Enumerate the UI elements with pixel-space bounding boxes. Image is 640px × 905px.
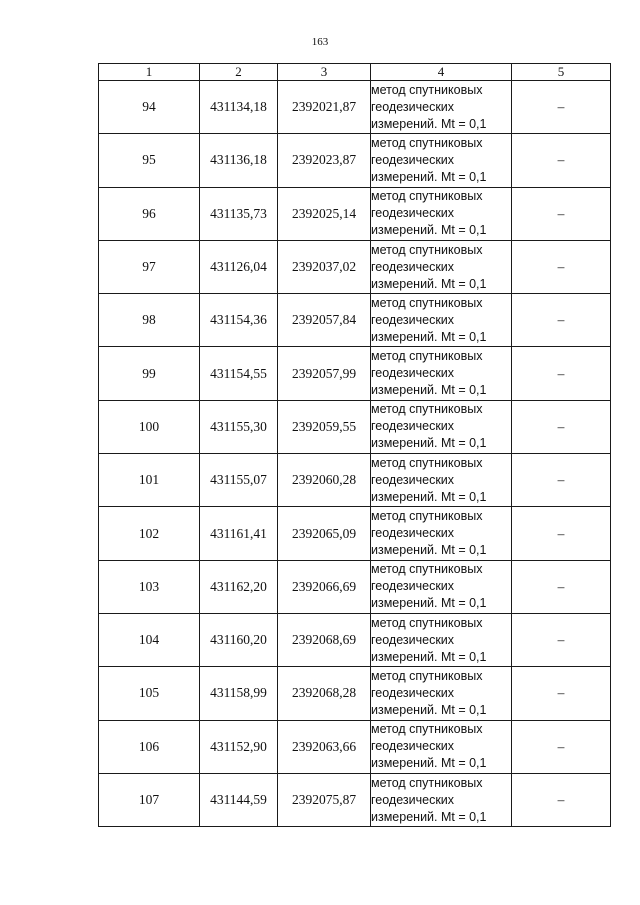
method-line: метод спутниковых	[371, 615, 483, 630]
column-header: 2	[200, 64, 278, 81]
method-cell	[371, 240, 512, 293]
note-cell: –	[512, 667, 611, 720]
method-line: измерений. Mt = 0,1	[371, 436, 487, 451]
point-number-cell: 98	[99, 294, 200, 347]
table-row	[99, 134, 611, 187]
method-line: измерений. Mt = 0,1	[371, 329, 487, 344]
table-body	[99, 81, 611, 827]
method-line: измерений. Mt = 0,1	[371, 649, 487, 664]
point-number-cell: 97	[99, 240, 200, 293]
method-line: геодезических	[371, 526, 455, 541]
method-cell	[371, 81, 512, 134]
y-coordinate-cell: 2392075,87	[278, 773, 371, 826]
x-coordinate-cell: 431134,18	[200, 81, 278, 134]
point-number-cell: 100	[99, 400, 200, 453]
point-number-cell: 102	[99, 507, 200, 560]
x-coordinate-cell: 431158,99	[200, 667, 278, 720]
method-line: измерений. Mt = 0,1	[371, 756, 487, 771]
point-number-cell: 96	[99, 187, 200, 240]
point-number-cell: 99	[99, 347, 200, 400]
point-number-cell: 104	[99, 613, 200, 666]
method-line: геодезических	[371, 366, 455, 381]
y-coordinate-cell: 2392063,66	[278, 720, 371, 773]
method-line: метод спутниковых	[371, 135, 483, 150]
method-cell	[371, 294, 512, 347]
header-row	[99, 64, 611, 81]
method-cell	[371, 134, 512, 187]
method-line: геодезических	[371, 206, 455, 221]
y-coordinate-cell: 2392021,87	[278, 81, 371, 134]
note-cell: –	[512, 454, 611, 507]
x-coordinate-cell: 431144,59	[200, 773, 278, 826]
method-line: метод спутниковых	[371, 455, 483, 470]
x-coordinate-cell: 431154,55	[200, 347, 278, 400]
method-cell	[371, 347, 512, 400]
method-line: метод спутниковых	[371, 189, 483, 204]
method-cell	[371, 667, 512, 720]
method-cell	[371, 720, 512, 773]
note-cell: –	[512, 81, 611, 134]
note-cell: –	[512, 347, 611, 400]
note-cell: –	[512, 613, 611, 666]
method-line: геодезических	[371, 792, 455, 807]
x-coordinate-cell: 431154,36	[200, 294, 278, 347]
method-line: измерений. Mt = 0,1	[371, 702, 487, 717]
method-line: геодезических	[371, 579, 455, 594]
method-line: метод спутниковых	[371, 722, 483, 737]
x-coordinate-cell: 431155,07	[200, 454, 278, 507]
method-cell	[371, 613, 512, 666]
method-line: метод спутниковых	[371, 509, 483, 524]
method-line: измерений. Mt = 0,1	[371, 116, 487, 131]
point-number-cell: 105	[99, 667, 200, 720]
x-coordinate-cell: 431161,41	[200, 507, 278, 560]
column-header: 1	[99, 64, 200, 81]
method-line: геодезических	[371, 99, 455, 114]
x-coordinate-cell: 431126,04	[200, 240, 278, 293]
y-coordinate-cell: 2392068,69	[278, 613, 371, 666]
note-cell: –	[512, 400, 611, 453]
y-coordinate-cell: 2392068,28	[278, 667, 371, 720]
method-line: метод спутниковых	[371, 775, 483, 790]
method-line: геодезических	[371, 152, 455, 167]
note-cell: –	[512, 134, 611, 187]
x-coordinate-cell: 431135,73	[200, 187, 278, 240]
method-cell	[371, 400, 512, 453]
coordinates-table	[98, 63, 611, 827]
method-cell	[371, 187, 512, 240]
note-cell: –	[512, 240, 611, 293]
method-line: метод спутниковых	[371, 402, 483, 417]
y-coordinate-cell: 2392023,87	[278, 134, 371, 187]
note-cell: –	[512, 187, 611, 240]
method-line: метод спутниковых	[371, 562, 483, 577]
table-row	[99, 560, 611, 613]
method-line: метод спутниковых	[371, 82, 483, 97]
method-line: геодезических	[371, 312, 455, 327]
table-row	[99, 613, 611, 666]
method-line: метод спутниковых	[371, 242, 483, 257]
method-line: измерений. Mt = 0,1	[371, 169, 487, 184]
point-number-cell: 106	[99, 720, 200, 773]
method-line: метод спутниковых	[371, 668, 483, 683]
y-coordinate-cell: 2392060,28	[278, 454, 371, 507]
x-coordinate-cell: 431155,30	[200, 400, 278, 453]
method-line: измерений. Mt = 0,1	[371, 223, 487, 238]
method-line: метод спутниковых	[371, 349, 483, 364]
method-line: измерений. Mt = 0,1	[371, 276, 487, 291]
table-row	[99, 187, 611, 240]
method-line: измерений. Mt = 0,1	[371, 383, 487, 398]
method-line: метод спутниковых	[371, 295, 483, 310]
point-number-cell: 95	[99, 134, 200, 187]
y-coordinate-cell: 2392025,14	[278, 187, 371, 240]
point-number-cell: 101	[99, 454, 200, 507]
method-line: геодезических	[371, 632, 455, 647]
method-cell	[371, 560, 512, 613]
note-cell: –	[512, 294, 611, 347]
table-row	[99, 720, 611, 773]
y-coordinate-cell: 2392065,09	[278, 507, 371, 560]
method-line: геодезических	[371, 419, 455, 434]
method-cell	[371, 507, 512, 560]
page-number: 163	[311, 36, 329, 48]
x-coordinate-cell: 431136,18	[200, 134, 278, 187]
note-cell: –	[512, 560, 611, 613]
point-number-cell: 103	[99, 560, 200, 613]
x-coordinate-cell: 431152,90	[200, 720, 278, 773]
y-coordinate-cell: 2392059,55	[278, 400, 371, 453]
method-line: геодезических	[371, 739, 455, 754]
method-line: измерений. Mt = 0,1	[371, 489, 487, 504]
method-cell	[371, 773, 512, 826]
note-cell: –	[512, 720, 611, 773]
method-line: геодезических	[371, 259, 455, 274]
column-header: 5	[512, 64, 611, 81]
method-line: геодезических	[371, 685, 455, 700]
note-cell: –	[512, 773, 611, 826]
table-row	[99, 667, 611, 720]
table-row	[99, 81, 611, 134]
point-number-cell: 107	[99, 773, 200, 826]
table-row	[99, 294, 611, 347]
table-row	[99, 507, 611, 560]
table-row	[99, 400, 611, 453]
method-line: измерений. Mt = 0,1	[371, 809, 487, 824]
method-line: измерений. Mt = 0,1	[371, 596, 487, 611]
x-coordinate-cell: 431162,20	[200, 560, 278, 613]
method-line: геодезических	[371, 472, 455, 487]
y-coordinate-cell: 2392057,84	[278, 294, 371, 347]
y-coordinate-cell: 2392066,69	[278, 560, 371, 613]
table-row	[99, 347, 611, 400]
table-row	[99, 773, 611, 826]
method-line: измерений. Mt = 0,1	[371, 543, 487, 558]
note-cell: –	[512, 507, 611, 560]
column-header: 4	[371, 64, 512, 81]
method-cell	[371, 454, 512, 507]
point-number-cell: 94	[99, 81, 200, 134]
y-coordinate-cell: 2392057,99	[278, 347, 371, 400]
table-row	[99, 454, 611, 507]
column-header: 3	[278, 64, 371, 81]
table-row	[99, 240, 611, 293]
x-coordinate-cell: 431160,20	[200, 613, 278, 666]
y-coordinate-cell: 2392037,02	[278, 240, 371, 293]
